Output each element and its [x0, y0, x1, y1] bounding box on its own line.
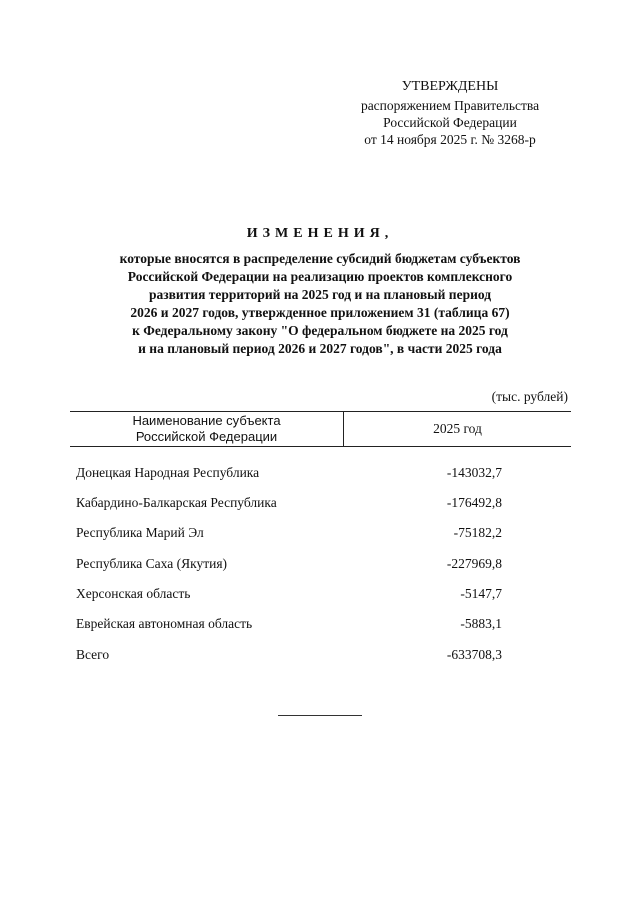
region-value: -227969,8: [446, 556, 502, 571]
region-name: Еврейская автономная область: [76, 616, 253, 631]
region-name: Республика Марий Эл: [76, 525, 204, 540]
end-of-document-rule: [278, 715, 362, 716]
region-value: -5147,7: [460, 586, 502, 601]
table-header-year: 2025 год: [433, 421, 482, 436]
table-header-rule: [70, 446, 571, 447]
subtitle-line: 2026 и 2027 годов, утвержденное приложением 31 (таблица 67): [130, 305, 510, 320]
region-value: -143032,7: [446, 465, 502, 480]
table-total-row: [76, 647, 576, 667]
region-name: Республика Саха (Якутия): [76, 556, 228, 571]
table-row: [76, 495, 576, 515]
approval-date-line: от 14 ноября 2025 г. № 3268-р: [364, 132, 536, 147]
subtitle-line: которые вносятся в распределение субсидий бюджетам субъектов: [119, 251, 521, 266]
region-name: Кабардино-Балкарская Республика: [76, 495, 277, 510]
region-name: Херсонская область: [76, 586, 191, 601]
units-label: (тыс. рублей): [491, 389, 568, 404]
table-header-name-line: Российской Федерации: [135, 429, 278, 444]
document-subtitle: [70, 250, 570, 358]
table-row: [76, 525, 576, 545]
table-header-name: [70, 413, 343, 445]
table-row: [76, 556, 576, 576]
table-top-rule: [70, 411, 571, 412]
subtitle-line: развития территорий на 2025 год и на плановый период: [148, 287, 492, 302]
region-name: Донецкая Народная Республика: [76, 465, 260, 480]
approval-heading: УТВЕРЖДЕНЫ: [401, 79, 499, 94]
region-value: -75182,2: [453, 525, 502, 540]
subtitle-line: к Федеральному закону "О федеральном бюджете на 2025 год: [132, 323, 508, 338]
table-header-name-line: Наименование субъекта: [132, 413, 281, 428]
subtitle-line: и на плановый период 2026 и 2027 годов", в части 2025 года: [138, 341, 502, 356]
table-row: [76, 586, 576, 606]
total-label: Всего: [76, 647, 110, 662]
document-title: ИЗМЕНЕНИЯ,: [246, 226, 394, 241]
approval-line: распоряжением Правительства: [360, 98, 540, 113]
table-row: [76, 616, 576, 636]
region-value: -5883,1: [460, 616, 502, 631]
approval-block: [340, 78, 560, 148]
total-value: -633708,3: [446, 647, 502, 662]
region-value: -176492,8: [446, 495, 502, 510]
table-row: [76, 465, 576, 485]
subtitle-line: Российской Федерации на реализацию проектов комплексного: [127, 269, 513, 284]
approval-line: Российской Федерации: [383, 115, 517, 130]
